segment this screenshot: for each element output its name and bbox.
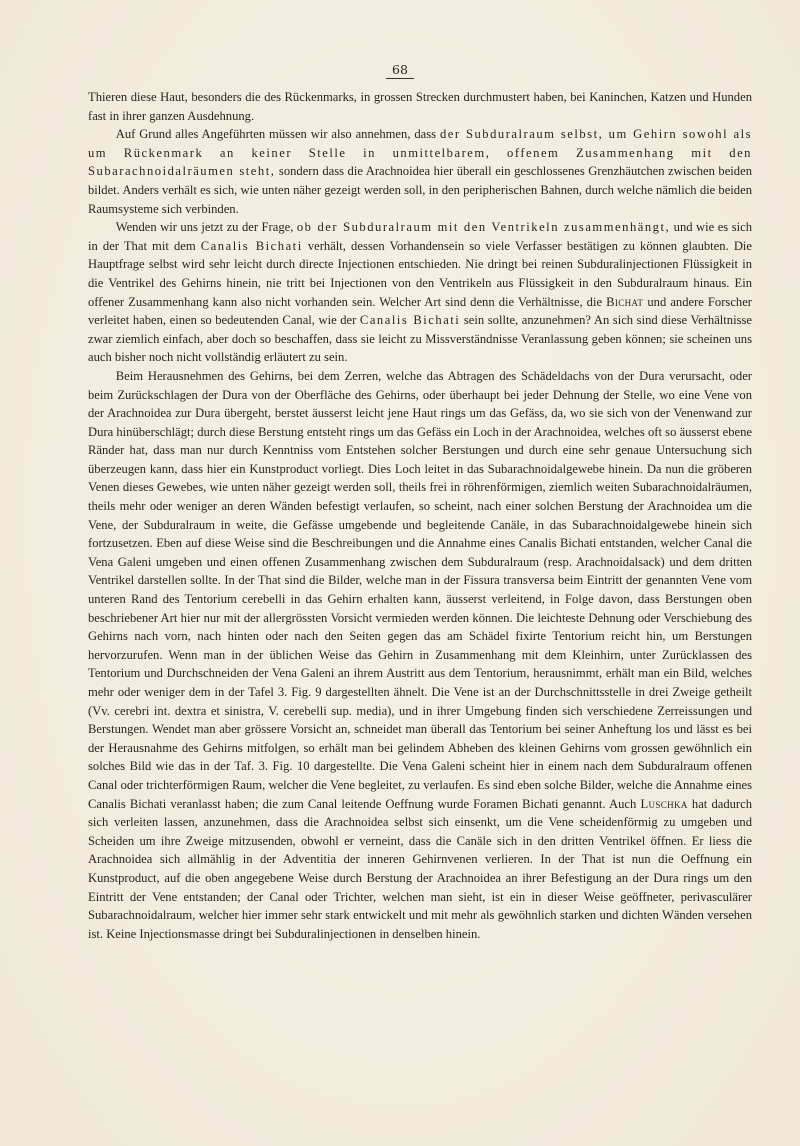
text-run: Beim Herausnehmen des Gehirns, bei dem Zerren, welche das Abtragen des Schädeldachs von der Dura verursacht, oder beim Zurückschlagen der Dura von der Oberfläche des Gehirns, oder überhaupt bei jeder Dehnung der Stelle, wo eine Vene von der Arachnoidea zur Dura übergeht, berstet äusserst leicht jene Haut rings um das Gefäss, da, wo sie sich von der Venenwand zur Dura hinüberschlägt; durch diese Berstung entsteht rings um das Gefäss ein Loch in der Arachnoidea, welches oft so äusserst ebene Ränder hat, dass man nur durch Kenntniss vom Entstehen solcher Berstungen und durch eine sehr genaue Untersuchung sich überzeugen kann, dass hier ein Kunstproduct vorliegt. Dies Loch leitet in das Subarachnoidalgewebe hinein. Da nun die gröberen Venen dieses Gewebes, wie unten näher gezeigt werden soll, theils frei in röhrenförmigen, ziemlich weiten Subarachnoidalräumen, theils mehr oder weniger an deren Wänden befestigt verlaufen, so scheint, nach einer solchen Berstung der Arachnoidea um die Vene, der Subduralraum in weite, die Gefässe umgebende und begleitende Canäle, in das Subarachnoidalgewebe hinein sich fortzusetzen. Eben auf diese Weise sind die Beschreibungen und die Annahme eines Canalis Bichati entstanden, welcher Canal die Vena Galeni umgeben und einen offenen Zusammenhang zwischen dem Subduralraum (resp. Arachnoidalsack) und dem dritten Ventrikel darstellen sollte. In der That sind die Bilder, welche man in der Fissura transversa beim Eintritt der genannten Vene vom unteren Rand des Tentorium cerebelli in das Gehirn erhalten kann, äusserst verleitend, in Folge davon, dass Berstungen oben beschriebener Art hier nur mit der allergrössten Vorsicht vermieden werden können. Die leichteste Dehnung oder Verschiebung des Gehirns nach vorn, nach hinten oder nach den Seiten gegen das am Schädel fixirte Tentorium reicht hin, um Berstungen hervorzurufen. Wenn man in der üblichen Weise das Gehirn in Zusammenhang mit dem Kleinhirn, unter Zurücklassen des Tentorium und Durchschneiden der Vena Galeni an ihrem Austritt aus dem Tentorium, herausnimmt, erhält man ein Bild, welches mehr oder weniger dem in der Tafel 3. Fig. 9 dargestellten ähnelt. Die Vene ist an der Durchschnittsstelle in drei Zweige getheilt (Vv. cerebri int. dextra et sinistra, V. cerebelli sup. media), und in ihrer Umgebung finden sich verschiedene Zerreissungen und Berstungen. Wendet man aber grössere Vorsicht an, schneidet man überall das Tentorium bei seiner Anheftung los und lässt es bei der Herausnahme des Gehirns mitfolgen, so erhält man bei gelindem Abheben des kleinen Gehirns vom grossen gewöhnlich ein solches Bild wie das in der Taf. 3. Fig. 10 dargestellte. Die Vena Galeni scheint hier in einem nach dem Subduralraum offenen Canal oder trichterförmigen Raum, welcher die Vene begleitet, zu verlaufen. Es sind eben solche Bilder, welche die Annahme eines Canalis Bichati veranlasst haben; die zum Canal leitende Oeffnung wurde Foramen Bichati genannt. Auch xyxy=(88,368,752,811)
body-text xyxy=(88,88,752,943)
text-run: sondern dass die Arachnoidea hier überall ein geschlossenes Grenzhäutchen zwischen beiden bildet. Anders verhält es sich, wie unten näher gezeigt werden soll, in den peripherischen Bahnen, durch welche nämlich die beiden Raumsysteme sich verbinden. xyxy=(88,164,752,216)
text-run: Thieren diese Haut, besonders die des Rückenmarks, in grossen Strecken durchmustert haben, bei Kaninchen, Katzen und Hunden fast in ihrer ganzen Ausdehnung. xyxy=(88,90,752,123)
emphasized-text: ob der Subduralraum mit den Ventrikeln zusammenhängt, xyxy=(296,220,671,235)
text-run: und wie es sich in der That mit dem xyxy=(88,220,752,253)
emphasized-text: Canalis Bichati xyxy=(359,313,461,328)
emphasized-text: der Subduralraum selbst, um Gehirn sowohl als um Rückenmark an keiner Stelle in unmittelbarem, offenem Zusammenhang mit den Subarachnoidalräumen steht, xyxy=(88,127,752,179)
text-run: verhält, dessen Vorhandensein so viele Verfasser bestätigen zu können glaubten. Die Hauptfrage selbst wird sehr leicht durch directe Injectionen entschieden. Nie dringt bei reinen Subduralinjectionen Flüssigkeit in die Ventrikel des Gehirns hinein, nie tritt bei Injectionen von den Ventrikeln aus Flüssigkeit in den Subduralraum hinaus. Ein offener Zusammenhang kann also nicht vorhanden sein. Welcher Art sind denn die Verhältnisse, die xyxy=(88,238,753,309)
text-run: hat dadurch sich verleiten lassen, anzunehmen, dass die Arachnoidea selbst sich einsenkt, um die Vene scheidenförmig zu umgeben und Scheiden um ihre Zweige mitzusenden, obwohl er verneint, dass die Canäle sich in den dritten Ventrikel öffnen. Er liess die Arachnoidea sich allmählig in der Adventitia der inneren Gehirnvenen verlieren. In der That ist nun die Oeffnung ein Kunstproduct, auf die oben angegebene Weise durch Berstung der Arachnoidea an ihrer Befestigung an der Dura rings um den Eintritt der Vene entstanden; der Canal oder Trichter, welchen man sieht, ist ein in dieser Weise geöffneter, perivasculärer Subarachnoidalraum, welcher hier immer sehr stark entwickelt und mit mehr als gewöhnlich starken und dichten Wänden versehen ist. Keine Injectionsmasse dringt bei Subduralinjectionen in denselben hinein. xyxy=(88,796,753,941)
emphasized-text: Canalis Bichati xyxy=(200,238,303,253)
author-name: Bichat xyxy=(606,294,644,309)
page-number-text: 68 xyxy=(386,62,414,79)
page-number xyxy=(0,62,800,79)
paragraph xyxy=(88,367,752,943)
paragraph xyxy=(88,125,752,218)
text-run: und andere Forscher verleitet haben, einen so bedeutenden Canal, wie der xyxy=(88,294,752,328)
text-run: Wenden wir uns jetzt zu der Frage, xyxy=(115,220,297,235)
text-run: Auf Grund alles Angeführten müssen wir also annehmen, dass xyxy=(115,127,440,142)
paragraph xyxy=(88,88,752,125)
author-name: Luschka xyxy=(640,796,688,811)
paragraph xyxy=(88,218,752,367)
text-run: sein sollte, anzunehmen? An sich sind diese Verhältnisse zwar ziemlich einfach, aber doch so beschaffen, dass sie leicht zu Missverständnisse Veranlassung geben können; sie scheinen uns auch bisher noch nicht vollständig erläutert zu sein. xyxy=(88,313,752,365)
